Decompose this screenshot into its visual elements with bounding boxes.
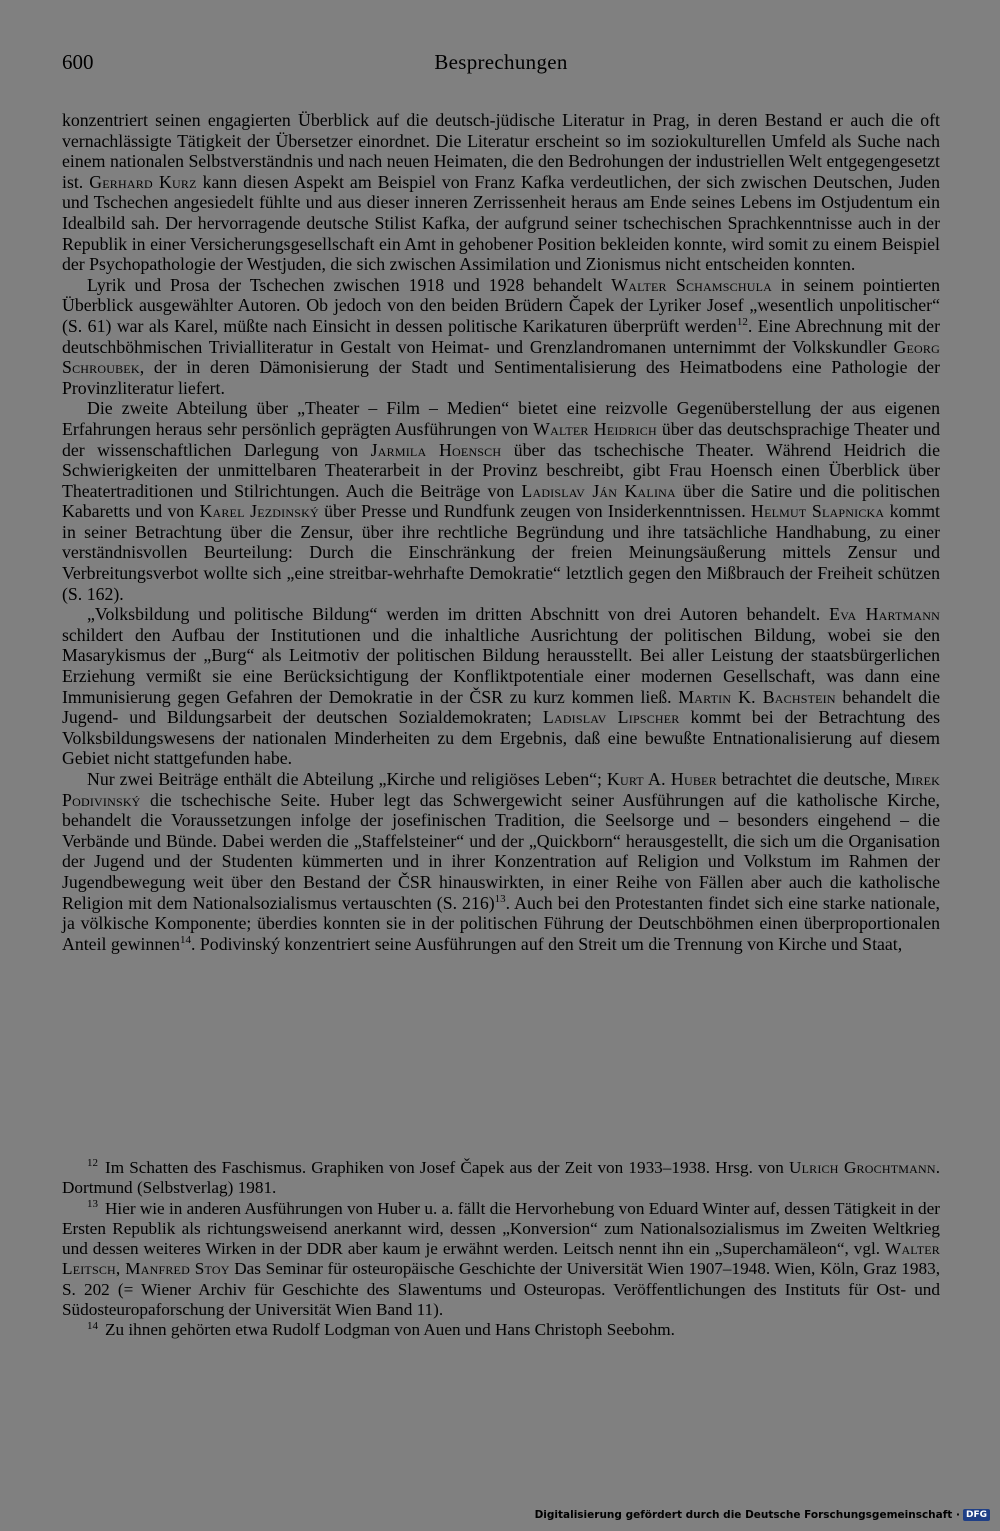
text-run: Nur zwei Beiträge enthält die Abteilung „Kirche und religiöses Leben“; xyxy=(87,769,607,789)
footnote-number: 12 xyxy=(87,1157,98,1170)
footnote-ref[interactable]: 14 xyxy=(180,933,192,946)
author-name: Eva Hartmann xyxy=(829,604,940,625)
paragraph-5 xyxy=(62,769,940,954)
credit-text: Digitalisierung gefördert durch die Deutsche Forschungsgemeinschaft · xyxy=(534,1509,960,1521)
dfg-logo: DFG xyxy=(963,1509,990,1521)
text-run: schildert den Aufbau der Institutionen und die inhaltliche Ausrichtung der politischen Bildung, wobei sie den Masarykismus der „Burg“ als Leitmotiv der politischen Bildung herausstellt. Bei aller Leistung der staatsbürgerlichen Erziehung vermißt sie eine Berücksichtigung der Konfliktpotentiale einer modernen Gesellschaft, was dann eine Immunisierung gegen Gefahren der Demokratie in der ČSR zu kurz kommen ließ. xyxy=(62,624,940,707)
text-run: . Auch bei den Protestanten findet sich eine starke nationale, ja völkische Komponente; überdies konnten sie in der politischen Führung der Deutschböhmen einen überproportionalen Anteil gewinnen xyxy=(62,892,940,954)
author-name: Helmut Slapnicka xyxy=(751,501,885,522)
author-name: Martin K. Bachstein xyxy=(678,686,836,707)
text-run: . Podivinský konzentriert seine Ausführungen auf den Streit um die Trennung von Kirche und Staat, xyxy=(191,933,903,954)
author-name: Gerhard Kurz xyxy=(89,171,197,192)
text-run: über Presse und Rundfunk zeugen von Insiderkenntnissen. xyxy=(318,501,752,522)
text-run: „Volksbildung und politische Bildung“ werden im dritten Abschnitt von drei Autoren behandelt. xyxy=(87,604,830,625)
text-run: behandelt die Jugend- und Bildungsarbeit der deutschen Sozialdemokraten; xyxy=(62,686,940,728)
digitization-credit xyxy=(535,1504,990,1526)
paragraph-1 xyxy=(62,110,940,275)
author-name: Ladislav Ján Kalina xyxy=(521,480,676,501)
author-name: Mirek Podivinský xyxy=(62,769,941,810)
text-run: die tschechische Seite. Huber legt das Schwergewicht seiner Ausführungen auf die katholische Kirche, behandelt die Voraussetzungen infolge der josefinischen Tradition, die Seelsorge und – besonders eingehend – die Verbände und Bünde. Dabei werden die „Staffelsteiner“ und der „Quickborn“ herausgestellt, die sich um die Organisation der Jugend und der Studenten kümmerten und in ihrer Konzentration auf Religion und Volkstum im Rahmen der Jugendbewegung weit über den Bestand der ČSR hinauswirkten, in einer Reihe von Fällen aber auch die katholische Religion mit dem Nationalsozialismus vertauschten (S. 216) xyxy=(62,789,940,913)
text-run: , der in deren Dämonisierung der Stadt und Sentimentalisierung des Heimatbodens eine Pathologie der Provinzliteratur liefert. xyxy=(62,357,940,398)
text-run: Das Seminar für osteuropäische Geschichte der Universität Wien 1907–1948. Wien, Köln, Graz 1983, S. 202 (= Wiener Archiv für Geschichte des Slawentums und Osteuropas. Veröffentlichungen des Instituts für Ost- und Südosteuropaforschung der Universität Wien Band 11). xyxy=(62,1259,940,1320)
text-run: Hier wie in anderen Ausführungen von Huber u. a. fällt die Hervorhebung von Eduard Winter auf, dessen Tätigkeit in der Ersten Republik als richtungsweisend anerkannt wird, dessen „Konversion“ zum Nationalsozialismus im Zweiten Weltkrieg und dessen weiteres Wirken in der DDR aber kaum je erwähnt werden. Leitsch nennt ihn ein „Superchamäleon“, vgl. xyxy=(62,1198,940,1259)
page-number: 600 xyxy=(62,50,94,74)
text-run: über die Satire und die politischen Kabaretts und von xyxy=(62,480,940,522)
text-run: Zu ihnen gehörten etwa Rudolf Lodgman von Auen und Hans Christoph Seebohm. xyxy=(105,1320,675,1340)
footnotes xyxy=(62,1158,940,1341)
footnote-13 xyxy=(62,1199,940,1321)
author-name: Ladislav Lipscher xyxy=(542,707,680,728)
text-run: . Dortmund (Selbstverlag) 1981. xyxy=(62,1158,940,1198)
text-run: Lyrik und Prosa der Tschechen zwischen 1918 und 1928 behandelt xyxy=(87,274,612,295)
footnote-number: 13 xyxy=(87,1197,98,1210)
footnote-12 xyxy=(62,1158,940,1199)
footnote-14 xyxy=(62,1320,940,1340)
author-name: Kurt A. Huber xyxy=(606,769,717,789)
text-run: . Eine Abrechnung mit der deutschböhmischen Trivialliteratur in Gestalt von Heimat- und Grenzlandromanen unternimmt der Volkskundler xyxy=(62,315,940,357)
paragraph-4 xyxy=(62,604,940,769)
paragraph-3 xyxy=(62,398,940,604)
text-run: kann diesen Aspekt am Beispiel von Franz Kafka verdeutlichen, der sich zwischen Deutschen, Juden und Tschechen angesiedelt fühlte und aus dieser inneren Zerrissenheit heraus am Ende seines Lebens im Ostjudentum ein Idealbild sah. Der hervorragende deutsche Stilist Kafka, der aufgrund seiner tschechischen Sprachkenntnisse auch in der Republik in einer Versicherungsgesellschaft ein Amt in gehobener Position bekleiden konnte, wird somit zu einem Beispiel der Psychopathologie der Westjuden, die sich zwischen Assimilation und Zionismus nicht entscheiden konnten. xyxy=(62,171,940,275)
text-run: Im Schatten des Faschismus. Graphiken von Josef Čapek aus der Zeit von 1933–1938. Hrsg. von xyxy=(105,1158,789,1177)
footnote-number: 14 xyxy=(87,1319,98,1332)
author-name: Jarmila Hoensch xyxy=(370,439,502,460)
body-text xyxy=(62,110,940,954)
text-run: Die zweite Abteilung über „Theater – Film – Medien“ bietet eine reizvolle Gegenüberstellung der aus eigenen Erfahrungen heraus sehr persönlich geprägten Ausführungen von xyxy=(62,398,940,439)
footnote-ref[interactable]: 13 xyxy=(494,892,506,905)
page-header xyxy=(62,44,940,78)
paragraph-2 xyxy=(62,275,940,399)
text-run: betrachtet die deutsche, xyxy=(716,769,896,789)
author-name: Ulrich Grochtmann xyxy=(788,1158,936,1177)
text-run: über das deutschsprachige Theater und der wissenschaftlichen Darlegung von xyxy=(62,418,940,460)
footnote-ref[interactable]: 12 xyxy=(736,316,748,329)
text-run: konzentriert seinen engagierten Überblick auf die deutsch-jüdische Literatur in Prag, in deren Bestand er auch die oft vernachlässigte Tätigkeit der Übersetzer einordnet. Die Literatur erscheint so im soziokulturellen Umfeld als Suche nach einem nationalen Selbstverständnis und nach neuen Heimaten, die den Bedrohungen der industriellen Welt entgegengesetzt ist. xyxy=(62,110,940,192)
author-name: Walter Leitsch, Manfred Stoy xyxy=(62,1239,940,1279)
text-run: kommt bei der Betrachtung des Volksbildungswesens der nationalen Minderheiten zu dem Ergebnis, daß eine bewußte Entnationalisierung auf diesem Gebiet nicht stattgefunden habe. xyxy=(62,707,940,769)
text-run: in seinem pointierten Überblick ausgewählter Autoren. Ob jedoch von den beiden Brüdern Čapek der Lyriker Josef „wesentlich unpolitischer“ (S. 61) war als Karel, müßte nach Einsicht in dessen politische Karikaturen überprüft werden xyxy=(62,274,941,336)
text-run: kommt in seiner Betrachtung über die Zensur, über ihre rechtliche Begründung und ihre tatsächliche Handhabung, zu einer verständnisvollen Beurteilung: Durch die Einschränkung der freien Meinungsäußerung mittels Zensur und Verbreitungsverbot wollte sich „eine streitbar-wehrhafte Demokratie“ letztlich gegen den Mißbrauch der Freiheit schützen (S. 162). xyxy=(62,501,940,604)
text-run: über das tschechische Theater. Während Heidrich die Schwierigkeiten der unmittelbaren Theaterarbeit in der Provinz beschreibt, gibt Frau Hoensch einen Überblick über Theatertraditionen und Stilrichtungen. Auch die Beiträge von xyxy=(62,439,940,501)
author-name: Walter Schamschula xyxy=(611,274,772,295)
running-title: Besprechungen xyxy=(434,50,568,74)
author-name: Georg Schroubek xyxy=(62,336,940,378)
author-name: Walter Heidrich xyxy=(533,418,657,439)
author-name: Karel Jezdinský xyxy=(199,501,319,522)
